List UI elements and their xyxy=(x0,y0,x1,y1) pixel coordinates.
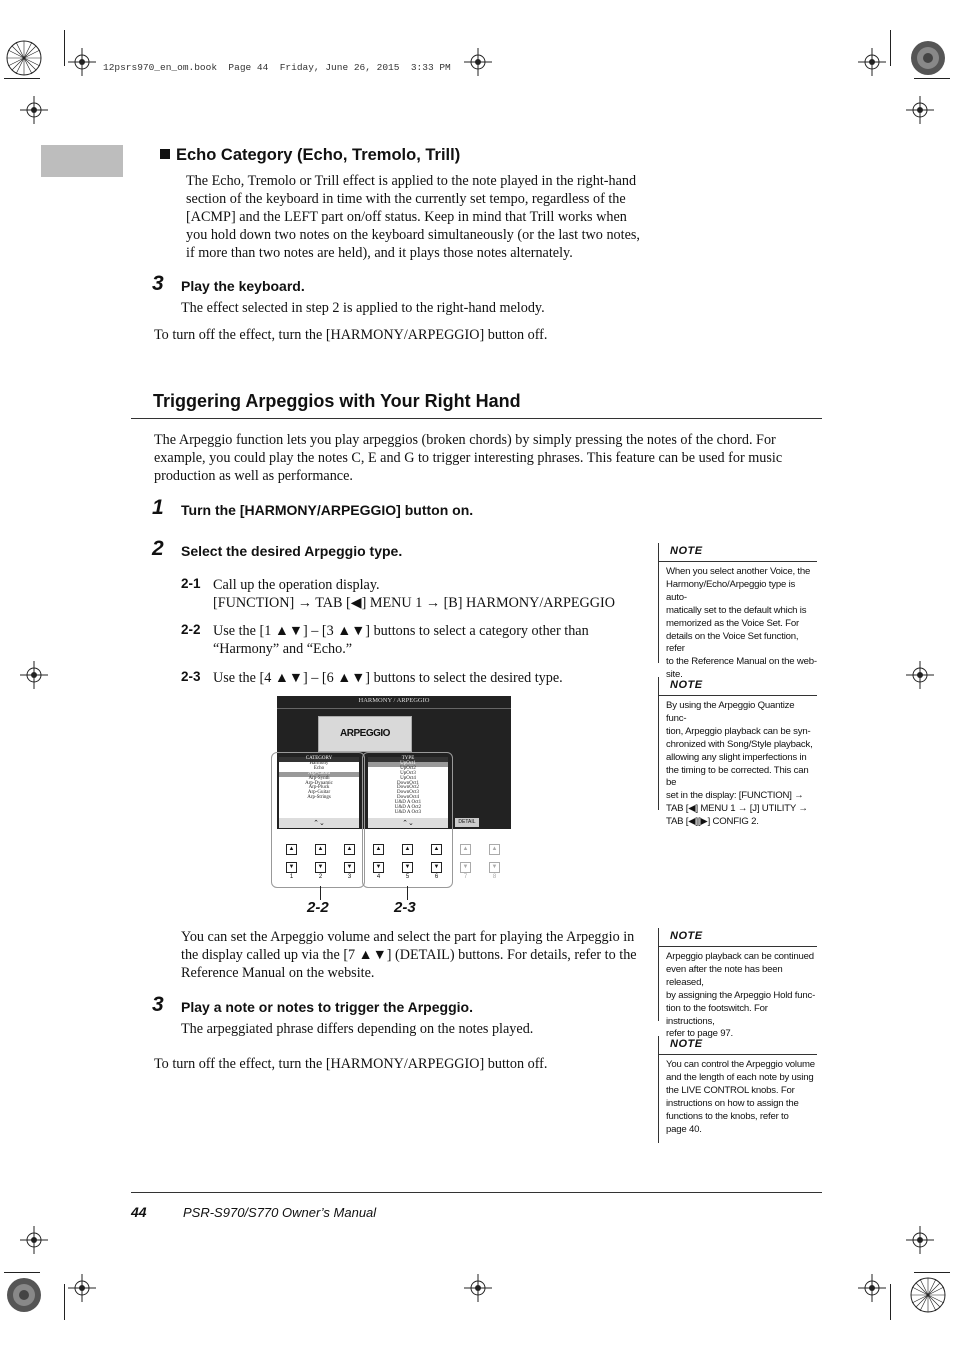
button-7-down[interactable]: ▼ xyxy=(460,862,471,873)
substep-label: 2-2 xyxy=(181,622,201,637)
turn-off-text: To turn off the effect, turn the [HARMONY/ARPEGGIO] button off. xyxy=(154,1056,548,1072)
category-item[interactable]: Arp-Guitar xyxy=(307,790,331,796)
callout-line xyxy=(407,886,408,900)
button-4-label: 4 xyxy=(376,874,381,880)
note-label: NOTE xyxy=(670,679,703,691)
note-box xyxy=(658,928,817,1040)
type-item[interactable]: U&D A Oct3 xyxy=(394,809,422,815)
file-stamp: 12psrs970_en_om.book Page 44 Friday, June 26, 2015 3:33 PM xyxy=(103,62,451,73)
category-list[interactable] xyxy=(279,757,359,825)
type-item[interactable]: UpOct1 xyxy=(368,762,448,767)
note-line: When you select another Voice, the xyxy=(666,566,811,577)
step-body: The arpeggiated phrase differs depending on the notes played. xyxy=(181,1021,534,1037)
crosshair-icon xyxy=(464,1274,492,1302)
substep-line: Call up the operation display. xyxy=(213,577,380,593)
note-line: allowing any slight imperfections in xyxy=(666,751,807,763)
crosshair-icon xyxy=(858,1274,886,1302)
button-7-up[interactable]: ▲ xyxy=(460,844,471,855)
button-6-label: 6 xyxy=(434,874,439,880)
button-2-down[interactable]: ▼ xyxy=(315,862,326,873)
note-line: You can control the Arpeggio volume xyxy=(666,1059,815,1070)
crop-line xyxy=(4,1272,40,1273)
category-item[interactable]: Arp-Synth xyxy=(308,775,330,781)
note-line: TAB [◀] MENU 1 → [J] UTILITY → xyxy=(666,803,808,815)
category-item[interactable]: Echo xyxy=(313,765,325,771)
step-number: 2 xyxy=(152,537,164,560)
category-scroll-arrows: ⌃⌄ xyxy=(279,818,359,828)
step-title: Select the desired Arpeggio type. xyxy=(181,543,403,559)
category-item[interactable]: Arp-Pluck xyxy=(308,785,330,791)
note-header xyxy=(659,677,817,696)
callout-2-3: 2-3 xyxy=(394,899,416,916)
type-scroll-arrows: ⌃⌄ xyxy=(368,818,448,828)
note-line: tion, Arpeggio playback can be syn- xyxy=(666,725,811,737)
registration-mark-top-left xyxy=(4,38,44,78)
type-item[interactable]: UpOct3 xyxy=(400,770,416,776)
note-line: matically set to the default which is xyxy=(666,604,807,616)
note-line: the timing to be corrected. This can be xyxy=(666,764,809,789)
note-line: instructions on how to assign the xyxy=(666,1097,799,1109)
button-1-label: 1 xyxy=(289,874,294,880)
crosshair-icon xyxy=(858,48,886,76)
crosshair-icon xyxy=(20,661,48,689)
step-number: 3 xyxy=(152,993,164,1016)
note-line: to the Reference Manual on the web- xyxy=(666,656,817,668)
echo-heading: Echo Category (Echo, Tremolo, Trill) xyxy=(160,146,460,165)
substep-text xyxy=(213,622,589,658)
type-item[interactable]: UpOct4 xyxy=(400,775,416,781)
section-rule xyxy=(131,418,822,419)
note-header xyxy=(659,928,817,947)
button-6-up[interactable]: ▲ xyxy=(431,844,442,855)
button-6-down[interactable]: ▼ xyxy=(431,862,442,873)
section-tab xyxy=(41,145,123,177)
note-text xyxy=(659,562,817,682)
note-line: site. xyxy=(666,669,683,681)
callout-line xyxy=(320,886,321,900)
substep-label: 2-3 xyxy=(181,669,201,684)
note-label: NOTE xyxy=(670,1038,703,1050)
category-header: CATEGORY xyxy=(279,757,359,762)
button-5-down[interactable]: ▼ xyxy=(402,862,413,873)
step-title: Play the keyboard. xyxy=(181,278,305,294)
note-header xyxy=(659,543,817,562)
button-2-label: 2 xyxy=(318,874,323,880)
type-item[interactable]: DownOct3 xyxy=(397,790,419,796)
note-text xyxy=(659,947,817,1041)
step-title: Play a note or notes to trigger the Arpeggio. xyxy=(181,999,473,1015)
note-line: details on the Voice Set function, refer xyxy=(666,630,799,655)
crosshair-icon xyxy=(20,1226,48,1254)
note-line: by assigning the Arpeggio Hold func- xyxy=(666,989,816,1001)
step-number: 3 xyxy=(152,272,164,295)
substep-text: Use the [4 ▲▼] – [6 ▲▼] buttons to select the desired type. xyxy=(213,670,563,686)
note-line: TAB [◀][▶] CONFIG 2. xyxy=(666,816,759,828)
substep-text xyxy=(213,576,615,612)
button-3-down[interactable]: ▼ xyxy=(344,862,355,873)
note-line: the LIVE CONTROL knobs. For xyxy=(666,1084,795,1096)
button-4-down[interactable]: ▼ xyxy=(373,862,384,873)
lcd-title: HARMONY / ARPEGGIO xyxy=(358,697,430,704)
note-line: memorized as the Voice Set. For xyxy=(666,617,799,629)
note-line: By using the Arpeggio Quantize func- xyxy=(666,700,795,724)
page-number: 44 xyxy=(131,1204,147,1220)
registration-mark-top-right xyxy=(908,38,948,78)
crosshair-icon xyxy=(464,48,492,76)
note-line: chronized with Song/Style playback, xyxy=(666,738,813,750)
crop-line xyxy=(914,78,950,79)
note-line: even after the note has been released, xyxy=(666,963,783,988)
substep-line: [FUNCTION] → TAB [◀] MENU 1 → [B] HARMONY/ARPEGGIO xyxy=(213,595,616,611)
arpeggio-button[interactable]: ARPEGGIO xyxy=(318,716,412,752)
section-title: Triggering Arpeggios with Your Right Hand xyxy=(153,391,521,411)
note-box xyxy=(658,677,817,828)
crop-line xyxy=(914,1272,950,1273)
button-1-up[interactable]: ▲ xyxy=(286,844,297,855)
manual-title: PSR-S970/S770 Owner’s Manual xyxy=(183,1205,377,1220)
crosshair-icon xyxy=(68,48,96,76)
button-8-label: 8 xyxy=(492,874,497,880)
square-bullet-icon xyxy=(160,149,170,159)
button-2-up[interactable]: ▲ xyxy=(315,844,326,855)
detail-button[interactable]: DETAIL xyxy=(455,818,479,827)
crop-line xyxy=(64,1284,65,1320)
type-item[interactable]: DownOct4 xyxy=(397,795,419,801)
crosshair-icon xyxy=(906,1226,934,1254)
note-box xyxy=(658,1036,817,1143)
footer-rule xyxy=(131,1192,822,1193)
note-text xyxy=(659,696,817,829)
crosshair-icon xyxy=(906,96,934,124)
step-title: Turn the [HARMONY/ARPEGGIO] button on. xyxy=(181,502,474,518)
type-list[interactable] xyxy=(368,757,448,825)
button-4-up[interactable]: ▲ xyxy=(373,844,384,855)
type-item[interactable]: UpOct2 xyxy=(400,765,416,771)
crosshair-icon xyxy=(68,1274,96,1302)
note-line: Harmony/Echo/Arpeggio type is auto- xyxy=(666,578,796,603)
button-1-down[interactable]: ▼ xyxy=(286,862,297,873)
type-item[interactable]: U&D A Oct2 xyxy=(394,805,422,811)
step-body: The effect selected in step 2 is applied to the right-hand melody. xyxy=(181,300,545,316)
note-line: functions to the knobs, refer to xyxy=(666,1110,789,1122)
button-3-up[interactable]: ▲ xyxy=(344,844,355,855)
button-5-label: 5 xyxy=(405,874,410,880)
step-number: 1 xyxy=(152,496,164,519)
category-item[interactable]: Arp-Dynamic xyxy=(305,780,333,786)
note-line: and the length of each note by using xyxy=(666,1071,814,1083)
crop-line xyxy=(890,1284,891,1320)
echo-body: The Echo, Tremolo or Trill effect is applied to the note played in the right-hand section of the keyboard in time with the currently set tempo, regardless of the [ACMP] and the LEFT part on/off status. Keep in mind that Trill works when you hold down two notes on the keyboard simultaneously (or the last two notes, if more than two notes are held), and it plays those notes alternately. xyxy=(186,173,640,261)
type-item[interactable]: U&D A Oct1 xyxy=(394,800,422,806)
type-item[interactable]: DownOct1 xyxy=(397,780,419,786)
note-line: page 40. xyxy=(666,1123,702,1135)
registration-mark-bottom-left xyxy=(4,1275,44,1315)
substep-label: 2-1 xyxy=(181,576,201,591)
note-line: Arpeggio playback can be continued xyxy=(666,951,814,962)
crop-line xyxy=(64,30,65,66)
callout-2-2: 2-2 xyxy=(307,899,329,916)
note-label: NOTE xyxy=(670,545,703,557)
crosshair-icon xyxy=(20,96,48,124)
registration-mark-bottom-right xyxy=(908,1275,948,1315)
note-line: refer to page 97. xyxy=(666,1028,734,1040)
button-5-up[interactable]: ▲ xyxy=(402,844,413,855)
category-item[interactable]: Harmony xyxy=(309,760,329,766)
turn-off-text: To turn off the effect, turn the [HARMONY/ARPEGGIO] button off. xyxy=(154,327,548,343)
category-item[interactable]: Arp-Strings xyxy=(307,795,331,801)
note-box xyxy=(658,543,817,681)
note-header xyxy=(659,1036,817,1055)
note-label: NOTE xyxy=(670,930,703,942)
type-item[interactable]: DownOct2 xyxy=(397,785,419,791)
crop-line xyxy=(4,78,40,79)
note-line: tion to the footswitch. For instructions, xyxy=(666,1002,768,1027)
note-line: set in the display: [FUNCTION] → xyxy=(666,790,804,802)
button-8-up[interactable]: ▲ xyxy=(489,844,500,855)
button-7-label: 7 xyxy=(463,874,468,880)
button-3-label: 3 xyxy=(347,874,352,880)
substep-line: “Harmony” and “Echo.” xyxy=(213,641,353,657)
substep-line: Use the [1 ▲▼] – [3 ▲▼] buttons to select a category other than xyxy=(213,623,589,639)
note-text xyxy=(659,1055,817,1136)
crosshair-icon xyxy=(906,661,934,689)
button-8-down[interactable]: ▼ xyxy=(489,862,500,873)
category-item[interactable]: Arp-Chord xyxy=(279,772,359,777)
section-intro: The Arpeggio function lets you play arpeggios (broken chords) by simply pressing the notes of the chord. For example, you could play the notes C, E and G to trigger interesting phrases. This feature can be used for music production as well as performance. xyxy=(154,432,783,484)
crop-line xyxy=(890,30,891,66)
detail-paragraph: You can set the Arpeggio volume and select the part for playing the Arpeggio in the display called up via the [7 ▲▼] (DETAIL) buttons. For details, refer to the Reference Manual on the website. xyxy=(181,929,637,981)
type-header: TYPE xyxy=(368,757,448,762)
